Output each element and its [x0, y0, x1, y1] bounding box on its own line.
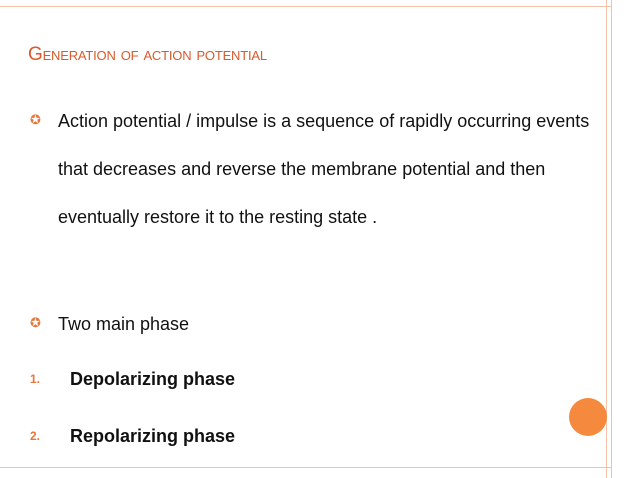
number-marker: 1. — [30, 372, 41, 386]
slide-title: Generation of action potential — [28, 44, 267, 65]
bullet-text: Two main phase — [58, 314, 190, 334]
numbered-text: Repolarizing phase — [70, 426, 236, 446]
bullet-item — [30, 97, 595, 289]
bottom-border-line — [0, 467, 612, 468]
bullet-item — [30, 300, 590, 348]
right-border-line — [606, 0, 607, 478]
orange-bullet-icon: ✪ — [30, 113, 41, 128]
numbered-item — [30, 412, 590, 460]
right-border-line-outer — [611, 0, 612, 478]
numbered-text: Depolarizing phase — [70, 369, 236, 389]
top-border-line — [0, 6, 612, 7]
bullet-text: Action potential / impulse is a sequence of rapidly occurring events that decreases and reverse the membrane potential and then eventually restore it to the resting state . — [58, 111, 595, 227]
number-marker: 2. — [30, 429, 41, 443]
decorative-circle-icon — [569, 398, 607, 436]
orange-bullet-icon: ✪ — [30, 316, 41, 331]
numbered-item — [30, 355, 590, 403]
